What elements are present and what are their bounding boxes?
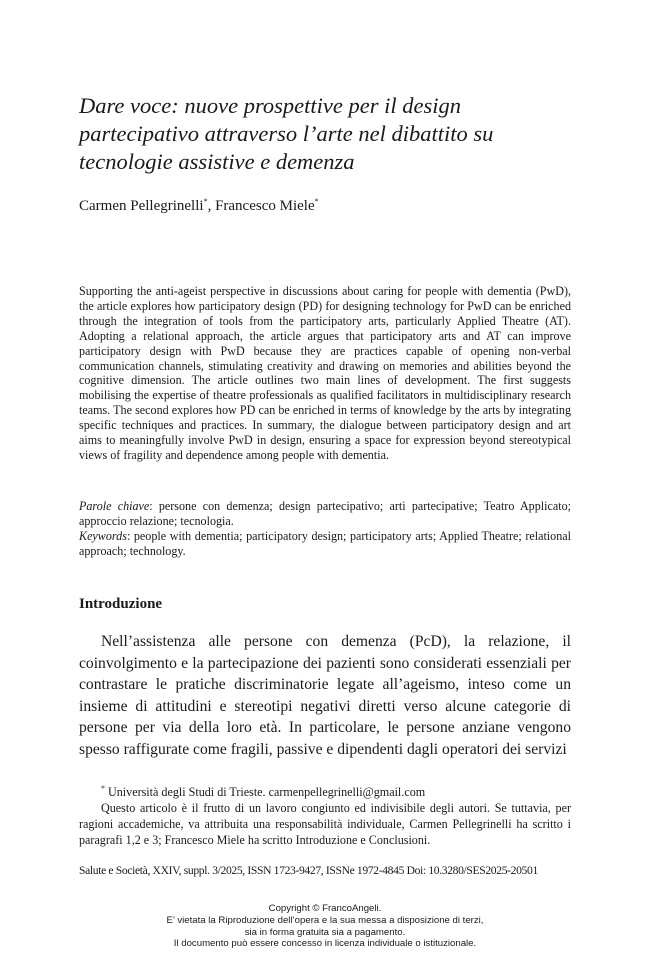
author-name: Francesco Miele: [215, 198, 315, 214]
keywords-text: : people with dementia; participatory design; participatory arts; Applied Theatre; relational approach; technology.: [79, 528, 571, 558]
author-footnote-mark: *: [314, 197, 319, 206]
keywords-label: Parole chiave: [79, 499, 150, 513]
body-paragraph: Nell’assistenza alle persone con demenza (PcD), la relazione, il coinvolgimento e la partecipazione dei pazienti sono considerati essenziali per contrastare le pratiche discriminatorie legate all’ageismo, inteso come un insieme di attitudini e stereotipi negativi diretti verso alcune categorie di persone per via della loro età. In particolare, le persone anziane vengono spesso raffigurate come fragili, passive e dipendenti dagli operatori dei servizi: [79, 633, 571, 758]
footnote-mark: *: [101, 784, 105, 793]
copyright-notice: [0, 903, 650, 950]
author-list: [79, 193, 319, 215]
keywords-english: [79, 529, 571, 559]
author-footnote-mark: *: [203, 197, 208, 206]
footnote-affiliation-text: Università degli Studi di Trieste. carmenpellegrinelli@gmail.com: [105, 785, 426, 799]
keywords-block: [79, 499, 571, 559]
section-heading: Introduzione: [79, 596, 163, 612]
footnote-affiliation: [79, 781, 571, 800]
copyright-line: Copyright © FrancoAngeli.: [268, 903, 382, 914]
author-separator: ,: [207, 198, 216, 214]
abstract: Supporting the anti-ageist perspective in discussions about caring for people with dementia (PwD), the article explores how participatory design (PD) for designing technology for PwD can be enriched through the integration of tools from the participatory arts, particularly Applied Theatre (AT). Adopting a relational approach, the article argues that participatory arts and AT can improve participatory design with PwD because they are practices capable of opening non-verbal communication channels, stimulating creativity and drawing on memories and abilities beyond the cognitive dimension. The article outlines two main lines of development. The first suggests mobilising the expertise of theatre professionals as qualified facilitators in multidisciplinary research teams. The second explores how PD can be enriched in terms of knowledge by the arts by integrating specific techniques and practices. In summary, the dialogue between participatory design and art aims to meaningfully involve PwD in design, ensuring a space for expression beyond stereotypical views of fragility and dependence among people with dementia.: [79, 284, 571, 462]
keywords-italian: [79, 499, 571, 529]
copyright-line: E’ vietata la Riproduzione dell’opera e la sua messa a disposizione di terzi,: [166, 914, 484, 926]
footnotes: [79, 781, 571, 848]
copyright-line: sia in forma gratuita sia a pagamento.: [244, 926, 406, 938]
journal-citation: Salute e Società, XXIV, suppl. 3/2025, ISSN 1723-9427, ISSNe 1972-4845 Doi: 10.3280/SES2025-20501: [79, 864, 538, 877]
footnote-contribution: Questo articolo è il frutto di un lavoro congiunto ed indivisibile degli autori. Se tuttavia, per ragioni accademiche, va attribuita una responsabilità individuale, Carmen Pellegrinelli ha scritto i paragrafi 1,2 e 3; Francesco Miele ha scritto Introduzione e Conclusioni.: [79, 801, 571, 847]
keywords-label: Keywords: [79, 528, 127, 543]
author-name: Carmen Pellegrinelli: [79, 198, 204, 214]
keywords-text: : persone con demenza; design partecipativo; arti partecipative; Teatro Applicato; approccio relazione; tecnologia.: [79, 499, 571, 528]
copyright-line: Il documento può essere concesso in licenza individuale o istituzionale.: [173, 938, 477, 950]
article-title: Dare voce: nuove prospettive per il design partecipativo attraverso l’arte nel dibattito su tecnologie assistive e demenza: [79, 93, 494, 174]
